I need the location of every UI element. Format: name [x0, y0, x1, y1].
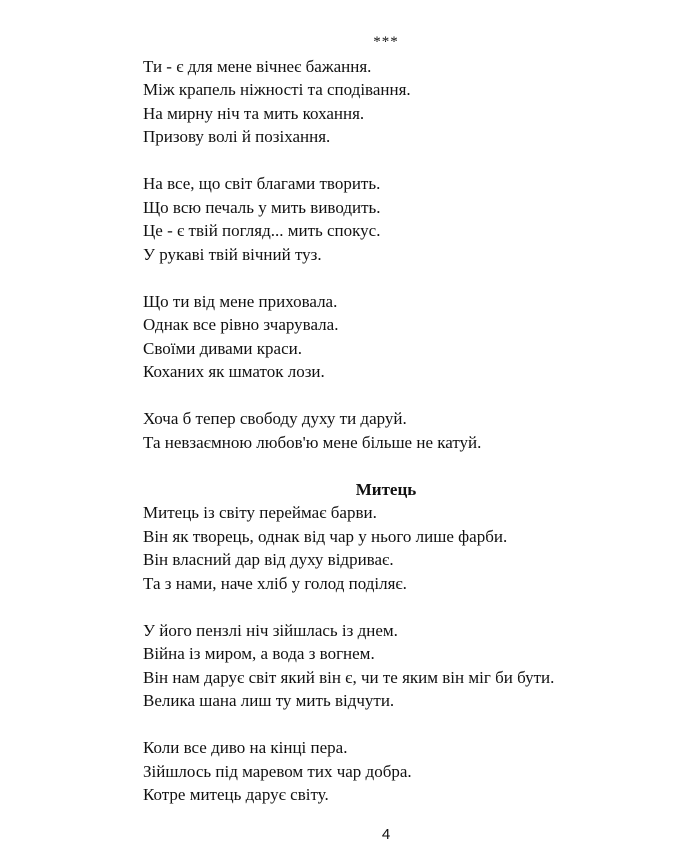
verse-line: Призову волі й позіхання.	[143, 127, 331, 146]
verse-line: Митець із світу переймає барви.	[143, 503, 377, 522]
poem-1	[143, 55, 663, 455]
stanza	[143, 736, 663, 807]
stanza-gap	[143, 149, 663, 173]
verse-line: Він власний дар від духу відриває.	[143, 550, 394, 569]
stanza-gap	[143, 713, 663, 737]
verse-line: Котре митець дарує світу.	[143, 785, 329, 804]
poem-2	[143, 478, 663, 807]
verse-line: Зійшлось під маревом тих чар добра.	[143, 761, 412, 781]
verse-line: Велика шана лиш ту мить відчути.	[143, 691, 395, 710]
poem-title: Митець	[355, 479, 417, 499]
stanza-gap	[143, 266, 663, 290]
page-content	[143, 31, 663, 807]
verse-line: Та з нами, наче хліб у голод поділяє.	[143, 573, 407, 593]
verse-line: Коли все диво на кінці пера.	[143, 738, 348, 757]
stanza	[143, 290, 663, 384]
stanza-gap	[143, 384, 663, 408]
verse-line: Війна із миром, а вода з вогнем.	[143, 644, 375, 663]
verse-line: На все, що світ благами творить.	[143, 174, 381, 193]
verse-line: Хоча б тепер свободу духу ти даруй.	[143, 409, 407, 428]
verse-line: Це - є твій погляд... мить спокус.	[143, 221, 381, 240]
verse-line: Він нам дарує світ який він є, чи те яким він міг би бути.	[143, 667, 555, 687]
verse-line: У рукаві твій вічний туз.	[143, 244, 322, 264]
verse-line: Що ти від мене приховала.	[143, 291, 338, 311]
section-separator: ***	[373, 34, 399, 50]
stanza	[143, 501, 663, 595]
verse-line: Своїми дивами краси.	[143, 338, 302, 358]
verse-line: У його пензлі ніч зійшлась із днем.	[143, 620, 398, 640]
verse-line: Він як творець, однак від чар у нього лише фарби.	[143, 526, 508, 546]
verse-line: Коханих як шматок лози.	[143, 362, 325, 381]
stanza-gap	[143, 595, 663, 619]
verse-line: Ти - є для мене вічнеє бажання.	[143, 56, 372, 76]
stanza	[143, 619, 663, 713]
page-number: 4	[381, 826, 391, 843]
verse-line: На мирну ніч та мить кохання.	[143, 103, 365, 123]
verse-line: Та невзаємною любов'ю мене більше не катуй.	[143, 432, 482, 452]
section-gap	[143, 454, 663, 478]
stanza	[143, 407, 663, 454]
verse-line: Між крапель ніжності та сподівання.	[143, 80, 411, 99]
verse-line: Однак все рівно зчарувала.	[143, 315, 339, 334]
verse-line: Що всю печаль у мить виводить.	[143, 197, 381, 217]
stanza	[143, 172, 663, 266]
stanza	[143, 55, 663, 149]
